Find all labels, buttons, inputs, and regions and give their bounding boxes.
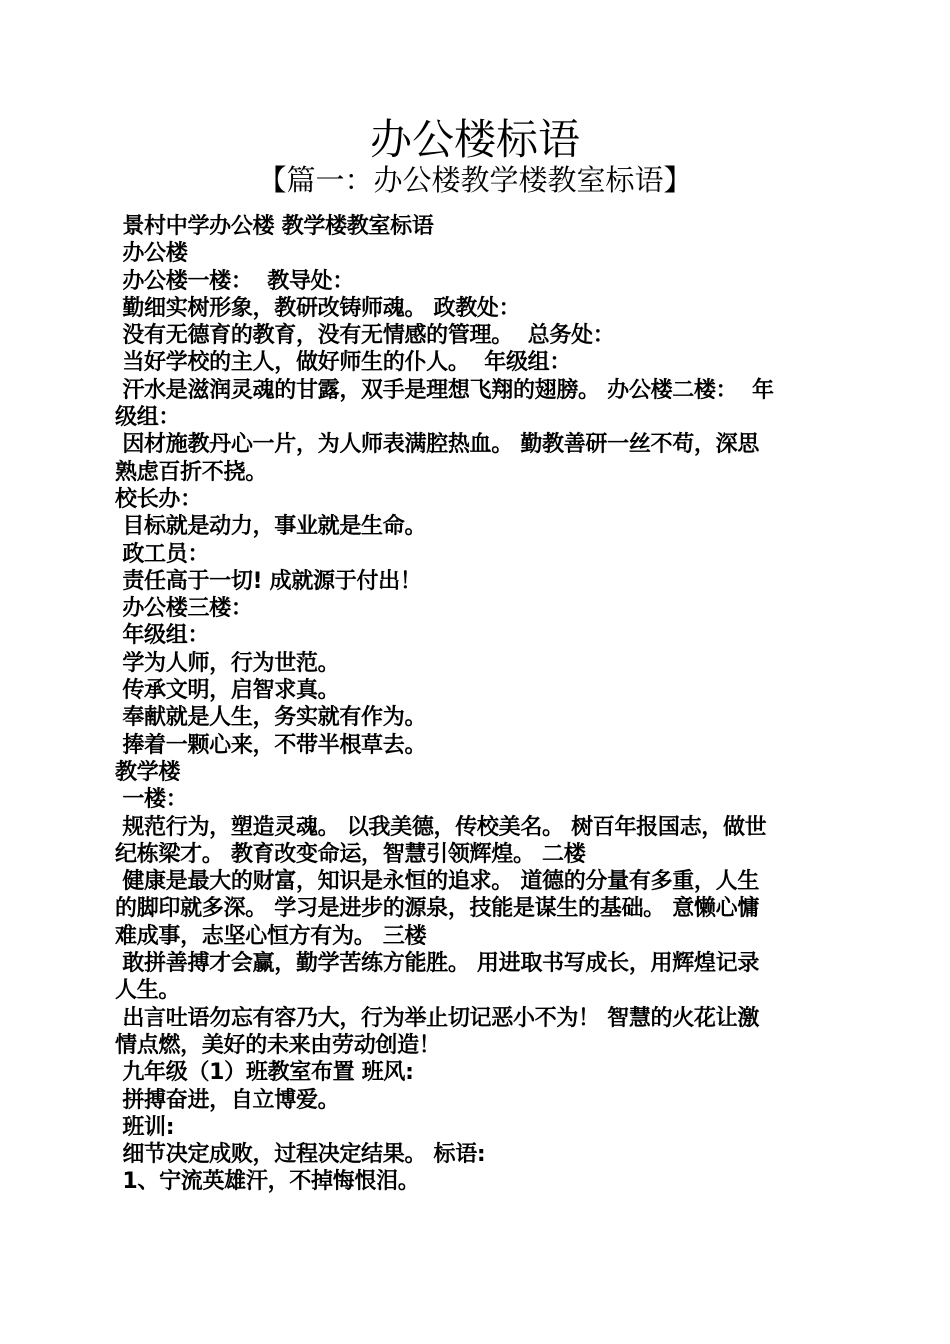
body-line: 校长办：	[115, 486, 202, 512]
body-line: 因材施教丹心一片，为人师表满腔热血。 勤教善研一丝不苟，深思	[115, 432, 760, 458]
body-line: 勤细实树形象，教研改铸师魂。 政教处：	[115, 295, 521, 321]
body-line: 责任高于一切! 成就源于付出！	[115, 568, 422, 594]
document-subtitle: 【篇一：办公楼教学楼教室标语】	[257, 163, 693, 197]
body-line: 难成事，志坚心恒方有为。 三楼	[115, 923, 427, 949]
body-line: 的脚印就多深。 学习是进步的源泉，技能是谋生的基础。 意懒心慵	[115, 896, 760, 922]
body-line: 规范行为，塑造灵魂。 以我美德，传校美名。 树百年报国志，做世	[115, 814, 767, 840]
document-title: 办公楼标语	[369, 115, 580, 164]
body-line: 敢拼善搏才会赢，勤学苦练方能胜。 用进取书写成长，用辉煌记录	[115, 951, 760, 977]
body-line: 办公楼一楼： 教导处：	[115, 268, 355, 294]
body-line: 办公楼	[115, 241, 188, 267]
body-line: 捧着一颗心来，不带半根草去。	[115, 732, 427, 758]
body-line: 教学楼	[115, 759, 181, 785]
body-line: 1、宁流英雄汗，不掉悔恨泪。	[115, 1169, 420, 1195]
body-line: 景村中学办公楼 教学楼教室标语	[115, 214, 434, 239]
body-line: 班训:	[115, 1114, 175, 1140]
body-line: 目标就是动力，事业就是生命。	[115, 514, 427, 540]
body-line: 级组：	[115, 405, 181, 431]
body-line: 人生。	[115, 978, 181, 1004]
body-line: 一楼：	[115, 787, 188, 813]
body-line: 奉献就是人生，务实就有作为。	[115, 705, 427, 731]
body-line: 年级组：	[115, 623, 210, 649]
body-line: 政工员：	[115, 541, 210, 567]
body-line: 当好学校的主人，做好师生的仆人。 年级组：	[115, 350, 572, 376]
body-line: 情点燃，美好的未来由劳动创造！	[115, 1032, 441, 1058]
body-line: 拼搏奋进，自立博爱。	[115, 1087, 340, 1113]
body-line: 学为人师，行为世范。	[115, 650, 340, 676]
body-line: 熟虑百折不挠。	[115, 459, 267, 485]
body-line: 出言吐语勿忘有容乃大，行为举止切记恶小不为！ 智慧的火花让激	[115, 1005, 760, 1031]
body-line: 细节决定成败，过程决定结果。 标语:	[115, 1142, 486, 1168]
body-line: 纪栋梁才。 教育改变命运，智慧引领辉煌。 二楼	[115, 841, 586, 867]
body-line: 汗水是滋润灵魂的甘露，双手是理想飞翔的翅膀。 办公楼二楼： 年	[115, 377, 774, 403]
body-line: 办公楼三楼：	[115, 596, 253, 622]
body-line: 没有无德育的教育，没有无情感的管理。 总务处：	[115, 323, 615, 349]
body-line: 传承文明，启智求真。	[115, 678, 340, 704]
body-line: 九年级（1）班教室布置 班风:	[115, 1060, 414, 1086]
body-line: 健康是最大的财富，知识是永恒的追求。 道德的分量有多重，人生	[115, 869, 760, 895]
document-body	[115, 213, 835, 1196]
